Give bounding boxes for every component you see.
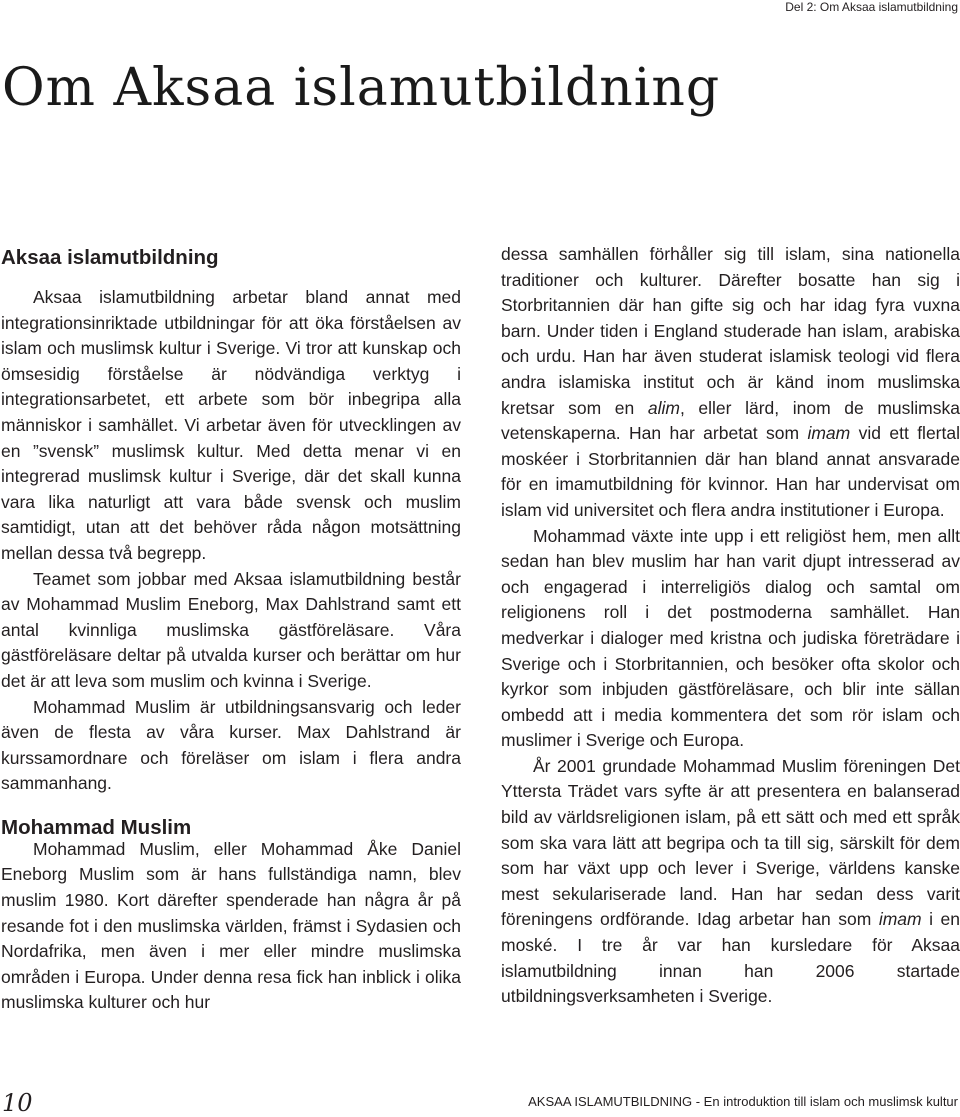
- paragraph-dialogue: Mohammad växte inte upp i ett religiöst hem, men allt sedan han blev muslim har han varit djupt intresserad av och engagerad i interreligiös dialog och samtal om religionens roll i det postmoderna samhället. Han medverkar i dialoger med kristna och judiska företrädare i Sverige och i Storbritannien, och besöker ofta skolor och kyrkor som inbjuden gästföreläsare, och blir inte sällan ombedd att i media kommentera det som rör islam och muslimer i Sverige och Europa.: [501, 525, 960, 751]
- footer-text: AKSAA ISLAMUTBILDNING - En introduktion till islam och muslimsk kultur: [528, 1094, 958, 1109]
- paragraph-biography-continued: [501, 242, 960, 524]
- section-heading-mohammad: Mohammad Muslim: [1, 815, 192, 839]
- emphasis-alim: alim: [647, 397, 680, 418]
- paragraph-team: Teamet som jobbar med Aksaa islamutbildning består av Mohammad Muslim Eneborg, Max Dahlstrand samt ett antal kvinnliga muslimska gästföreläsare. Våra gästföreläsare deltar på utvalda kurser och berättar om hur det är att leva som muslim och kvinna i Sverige.: [1, 568, 461, 691]
- text-run: År 2001 grundade Mohammad Muslim föreningen Det Yttersta Trädet vars syfte är att presentera en balanserad bild av världsreligionen islam, på ett sätt och med ett språk som ska vara lätt att begripa och ta till sig, särskilt för dem som har växt upp och lever i Sverige, världens kanske mest sekulariserade land. Han har sedan dess varit föreningens ordförande. Idag arbetar han som: [501, 755, 960, 930]
- left-column: [1, 240, 461, 1016]
- text-run: vid ett flertal moskéer i Storbritannien där han bland annat ansvarade för en imamutbildning för kvinnor. Han har undervisat om islam vid universitet och flera andra institutioner i Europa.: [501, 423, 960, 520]
- paragraph-foundation: [501, 754, 960, 1010]
- paragraph-biography-start: Mohammad Muslim, eller Mohammad Åke Daniel Eneborg Muslim som är hans fullständiga namn, blev muslim 1980. Kort därefter spenderade han några år på resande fot i den muslimska världen, främst i Sydasien och Nordafrika, men även i mer eller mindre muslimska områden i Europa. Under denna resa fick han inblick i olika muslimska kulturer och hur: [1, 838, 461, 1013]
- paragraph-roles: Mohammad Muslim är utbildningsansvarig och leder även de flesta av våra kurser. Max Dahlstrand är kurssamordnare och föreläser om islam i flera andra sammanhang.: [1, 696, 461, 794]
- emphasis-imam: imam: [807, 423, 851, 444]
- text-run: i en moské. I tre år var han kursledare för Aksaa islamutbildning innan han 2006 startade utbildningsverksamheten i Sverige.: [501, 909, 960, 1007]
- page-number: 10: [2, 1089, 33, 1117]
- emphasis-imam: imam: [878, 909, 922, 930]
- right-column: [501, 242, 960, 1010]
- paragraph-intro: Aksaa islamutbildning arbetar bland annat med integrationsinriktade utbildningar för att öka förståelsen av islam och muslimsk kultur i Sverige. Vi tror att kunskap och ömsesidig förståelse är nödvändiga verktyg i integrationsarbetet, ett arbete som bör inbegripa alla människor i samhället. Vi arbetar även för utvecklingen av en ”svensk” muslimsk kultur. Med detta menar vi en integrerad muslimsk kultur i Sverige, där det skall kunna vara lika naturligt att vara både svensk och muslim samtidigt, utan att det behöver råda någon motsättning mellan dessa två begrepp.: [1, 287, 461, 563]
- text-run: dessa samhällen förhåller sig till islam, sina nationella traditioner och kulturer. Därefter bosatte han sig i Storbritannien där han gifte sig och har idag fyra vuxna barn. Under tiden i England studerade han islam, arabiska och urdu. Han har även studerat islamisk teologi vid flera andra islamiska institut och är känd inom muslimska kretsar som en: [501, 244, 960, 418]
- page-title: Om Aksaa islamutbildning: [2, 58, 721, 118]
- section-heading-aksaa: Aksaa islamutbildning: [1, 246, 219, 269]
- running-head: Del 2: Om Aksaa islamutbildning: [785, 0, 958, 14]
- text-run: , eller lärd, inom de muslimska vetenskaperna. Han har arbetat som: [501, 397, 960, 444]
